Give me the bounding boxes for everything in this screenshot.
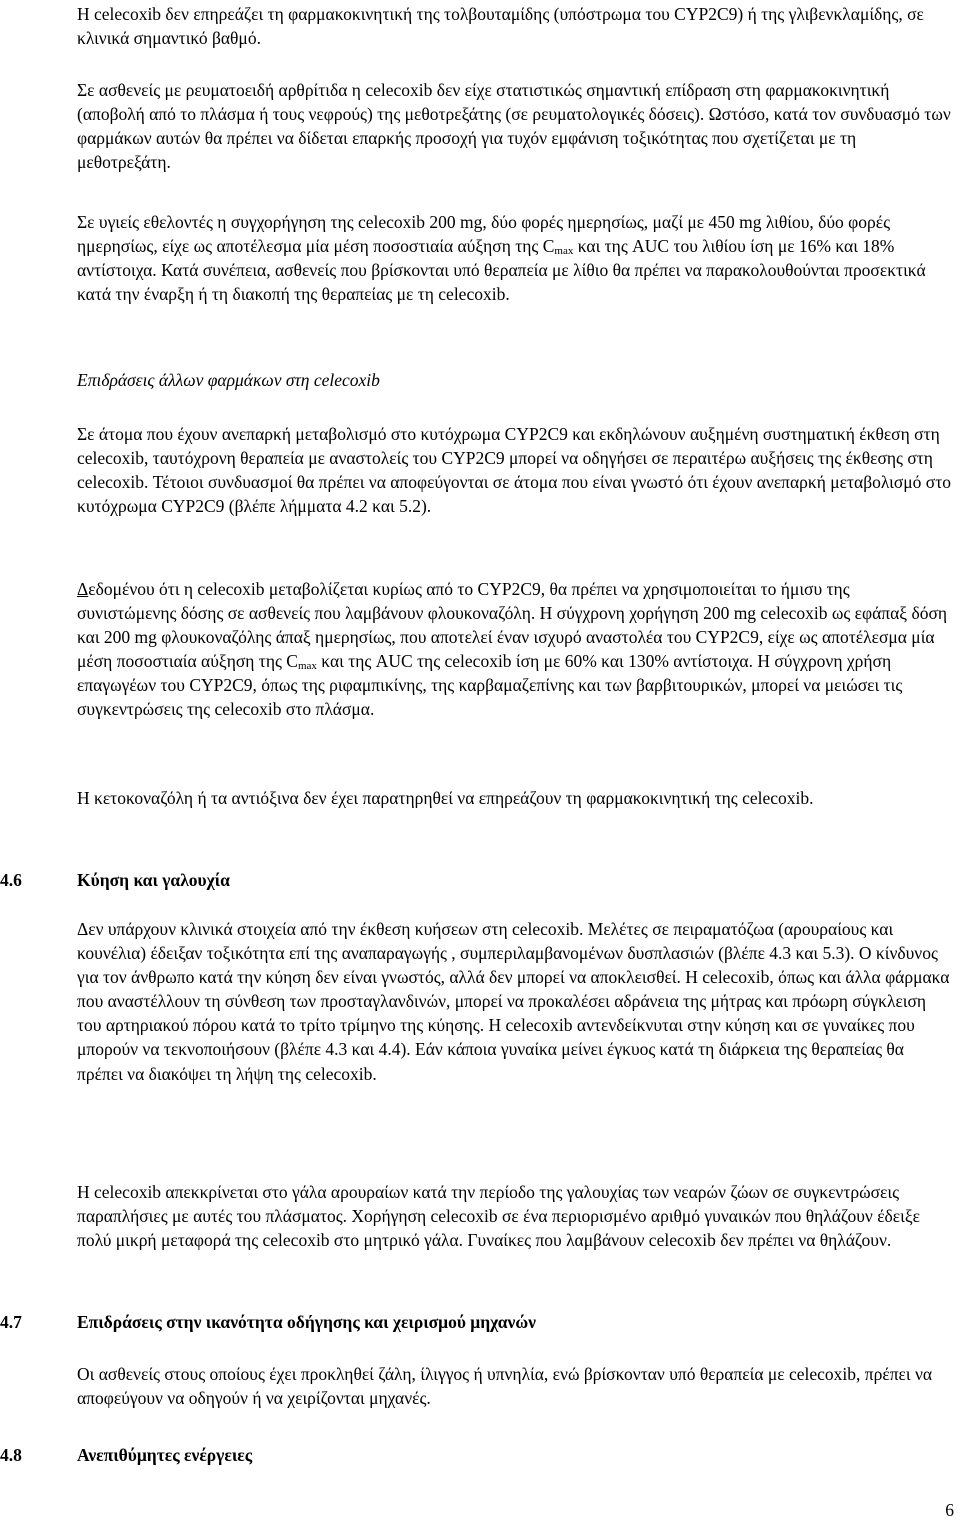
paragraph-lactation <box>77 1180 953 1252</box>
paragraph-lithium <box>77 210 953 306</box>
paragraph-text: Η κετοκοναζόλη ή τα αντιόξινα δεν έχει παρατηρηθεί να επηρεάζουν τη φαρμακοκινητική της celecoxib. <box>77 788 814 808</box>
paragraph-pregnancy <box>77 917 953 1086</box>
paragraph-tolbutamide <box>77 2 953 50</box>
section-title-pregnancy: Κύηση και γαλουχία <box>77 870 230 890</box>
paragraph-text: Η σύγχρονη χορήγηση 200 mg celecoxib ως εφάπαξ δόση και 200 mg φλουκοναζόλης άπαξ ημερησίως, που αποτελεί έναν ισχυρό αναστολέα του CYP2C9, είχε ως αποτέλεσμα μία μέση ποσοστιαία αύξηση της C <box>77 603 948 672</box>
page-number: 6 <box>945 1500 954 1520</box>
section-title-adverse-reactions: Ανεπιθύμητες ενέργειες <box>77 1445 253 1465</box>
subheading-other-drugs <box>77 368 953 392</box>
paragraph-text: Εάν κάποια γυναίκα μείνει έγκυος κατά τη διάρκεια της θεραπείας θα πρέπει να διακόψει τη λήψη της celecoxib. <box>77 1039 904 1084</box>
paragraph-text: Γυναίκες που λαμβάνουν celecoxib δεν πρέπει να θηλάζουν. <box>467 1230 892 1251</box>
section-title-driving: Επιδράσεις στην ικανότητα οδήγησης και χειρισμού μηχανών <box>77 1312 536 1332</box>
section-number-4-8: 4.8 <box>0 1445 22 1465</box>
paragraph-text: Ο κίνδυνος για τον άνθρωπο κατά την κύηση δεν είναι γνωστός, αλλά δεν μπορεί να αποκλεισθεί. <box>77 943 938 988</box>
paragraph-text: Σε άτομα που έχουν ανεπαρκή μεταβολισμό στο κυτόχρωμα CYP2C9 και εκδηλώνουν αυξημένη συστηματική έκθεση στη celecoxib, ταυτόχρονη θεραπεία με αναστολείς του CYP2C9 μπορεί να οδηγήσει σε περαιτέρω αυξήσεις της έκθεσης στη celecoxib. <box>77 424 940 493</box>
paragraph-text: Μελέτες σε πειραματόζωα (αρουραίους και κουνέλια) έδειξαν τοξικότητα επί της αναπαραγωγής , συμπεριλαμβανομένων δυσπλασιών (βλέπε 4.3 και 5.3). <box>77 919 894 964</box>
subscript-max: max <box>297 660 317 673</box>
paragraph-text: Σε υγιείς εθελοντές η συγχορήγηση της celecoxib 200 mg, δύο φορές ημερησίως, μαζί με 450 mg λιθίου, δύο φορές ημερησίως, είχε ως αποτέλεσμα μία μέση ποσοστιαία αύξηση της C <box>77 212 891 257</box>
paragraph-text: και της AUC του λιθίου ίση με 16% και 18% αντίστοιχα. <box>77 236 895 281</box>
paragraph-text: Η σύγχρονη χρήση επαγωγέων του CYP2C9, όπως της ριφαμπικίνης, της καρβαμαζεπίνης και των βαρβιτουρικών, μπορεί να μειώσει τις συγκεντρώσεις της celecoxib στο πλάσμα. <box>77 651 903 720</box>
paragraph-text: Η celecoxib, όπως και άλλα φάρμακα που αναστέλλουν τη σύνθεση των προσταγλανδινών, μπορεί να προκαλέσει αδράνεια της μήτρας και πρόωρη σύγκλειση του αρτηριακού πόρου κατά το τρίτο τρίμηνο της κύησης. <box>77 967 950 1036</box>
paragraph-cyp2c9-inhibitors <box>77 422 953 518</box>
paragraph-text: Η celecoxib δεν επηρεάζει τη φαρμακοκινητική της τολβουταμίδης (υπόστρωμα του CYP2C9) ή της γλιβενκλαμίδης, σε κλινικά σημαντικό βαθμό. <box>77 4 924 49</box>
paragraph-text: Τέτοιοι συνδυασμοί θα πρέπει να αποφεύγονται σε άτομα που είναι γνωστό ότι έχουν ανεπαρκή μεταβολισμό στο κυτόχρωμα CYP2C9 (βλέπε λήμματα 4.2 και 5.2). <box>77 472 951 517</box>
paragraph-text: Κατά συνέπεια, ασθενείς που βρίσκονται υπό θεραπεία με λίθιο θα πρέπει να παρακολουθούνται προσεκτικά κατά την έναρξη ή τη διακοπή της θεραπείας με τη celecoxib. <box>77 260 926 305</box>
paragraph-ketoconazole <box>77 786 953 810</box>
section-number-4-7: 4.7 <box>0 1312 22 1332</box>
paragraph-text: και της AUC της celecoxib ίση με 60% και 130% αντίστοιχα. <box>316 651 758 672</box>
paragraph-text: Οι ασθενείς στους οποίους έχει προκληθεί ζάλη, ίλιγγος ή υπνηλία, ενώ βρίσκονταν υπό θεραπεία με celecoxib, πρέπει να αποφεύγουν να οδηγούν ή να χειρίζονται μηχανές. <box>77 1364 933 1409</box>
section-number-4-6: 4.6 <box>0 870 22 890</box>
paragraph-text: Δεν υπάρχουν κλινικά στοιχεία από την έκθεση κυήσεων στη celecoxib. <box>77 919 588 939</box>
paragraph-fluconazole <box>77 577 953 722</box>
paragraph-driving <box>77 1362 953 1410</box>
underlined-letter: Δ <box>77 579 89 599</box>
paragraph-text: Χορήγηση celecoxib σε ένα περιορισμένο αριθμό γυναικών που θηλάζουν έδειξε πολύ μικρή μεταφορά της celecoxib στο μητρικό γάλα. <box>77 1206 920 1251</box>
paragraph-text: Ωστόσο, κατά τον συνδυασμό των φαρμάκων αυτών θα πρέπει να δίδεται επαρκής προσοχή για τυχόν εμφάνιση τοξικότητας που σχετίζεται με τη μεθοτρεξάτη. <box>77 104 951 173</box>
paragraph-methotrexate <box>77 78 953 174</box>
paragraph-text: Σε ασθενείς με ρευματοειδή αρθρίτιδα η celecoxib δεν είχε στατιστικώς σημαντική επίδραση στη φαρμακοκινητική (αποβολή από το πλάσμα ή τους νεφρούς) της μεθοτρεξάτης (σε ρευματολογικές δόσεις). <box>77 80 890 125</box>
paragraph-text: Η celecoxib αντενδείκνυται στην κύηση και σε γυναίκες που μπορούν να τεκνοποιήσουν (βλέπε 4.3 και 4.4). <box>77 1015 915 1060</box>
paragraph-text: εδομένου ότι η celecoxib μεταβολίζεται κυρίως από το CYP2C9, θα πρέπει να χρησιμοποιείται το ήμισυ της συνιστώμενης δόσης σε ασθενείς που λαμβάνουν φλουκοναζόλη. <box>77 579 850 624</box>
paragraph-text: Η celecoxib απεκκρίνεται στο γάλα αρουραίων κατά την περίοδο της γαλουχίας των νεαρών ζώων σε συγκεντρώσεις παραπλήσιες με αυτές του πλάσματος. <box>77 1182 900 1227</box>
subheading-text: Επιδράσεις άλλων φαρμάκων στη celecoxib <box>77 370 380 390</box>
subscript-max: max <box>554 245 574 258</box>
